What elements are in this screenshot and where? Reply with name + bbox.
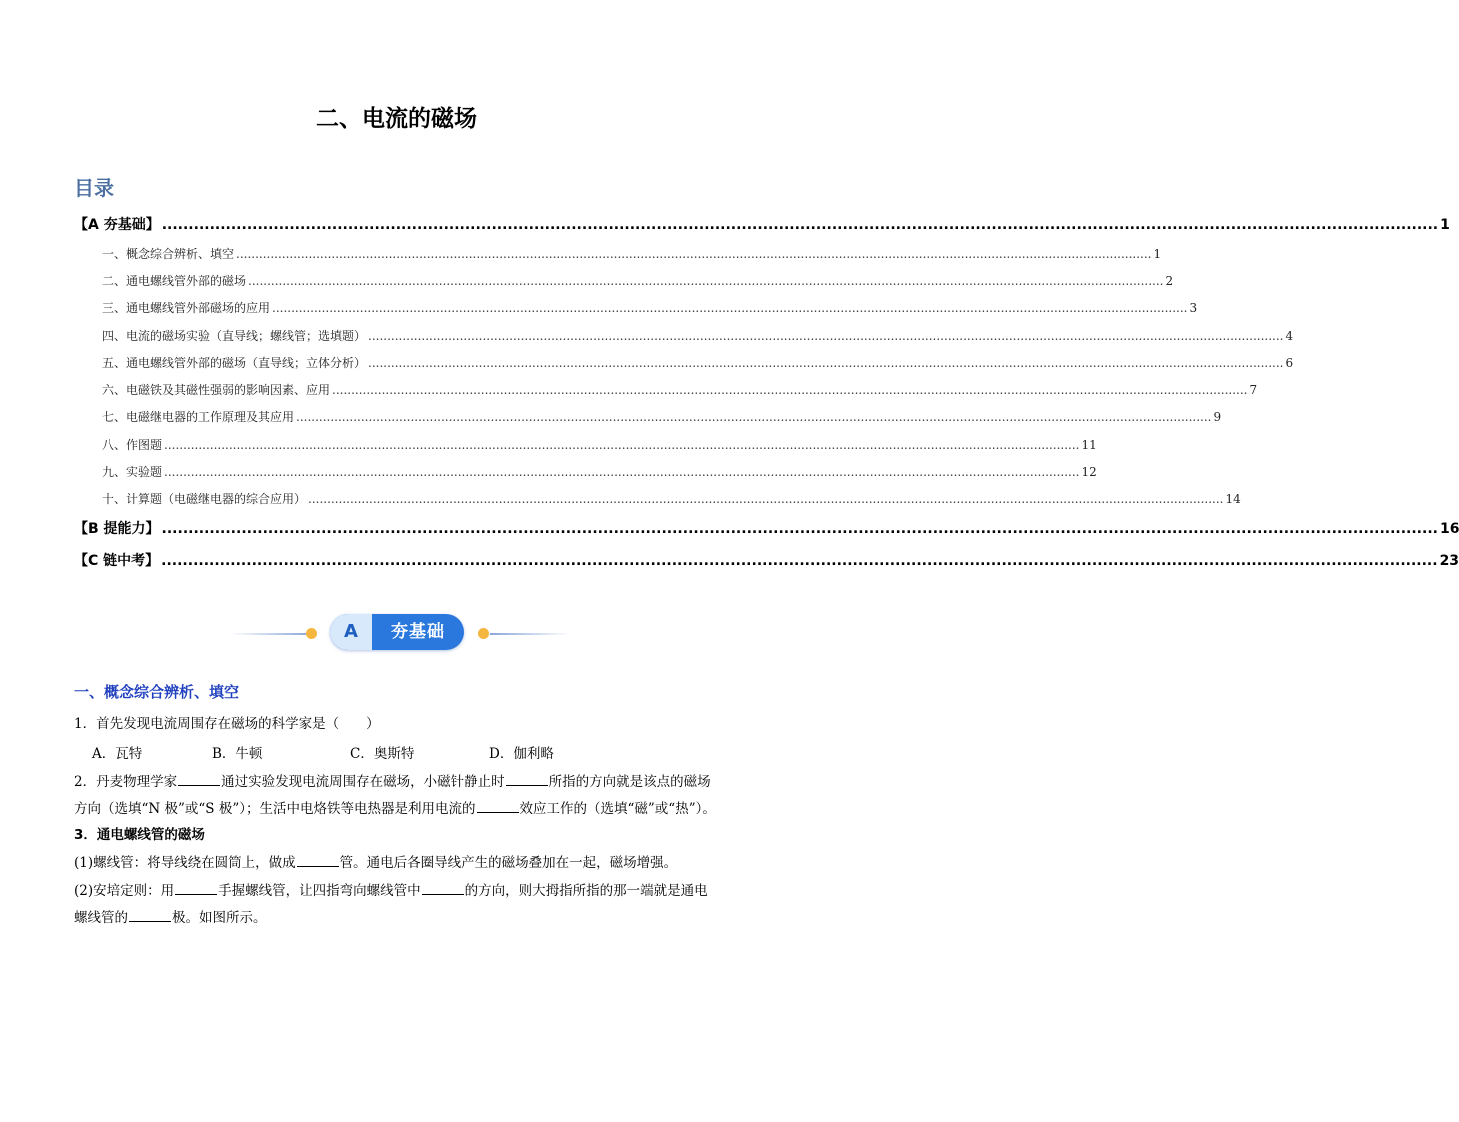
section-heading: 一、概念综合辨析、填空 — [74, 683, 240, 701]
toc-page: 2 — [1165, 274, 1174, 288]
q3-text: 管。通电后各圈导线产生的磁场叠加在一起，磁场增强。 — [339, 855, 678, 871]
toc-label: 三、通电螺线管外部磁场的应用 — [102, 301, 271, 315]
question-2-line-1 — [74, 771, 724, 792]
q3-text: 的方向，则大拇指所指的那一端就是通电 — [464, 883, 708, 899]
answer-blank[interactable] — [175, 880, 217, 895]
question-1-option-b: B．牛顿 — [212, 746, 263, 762]
toc-leader: ................................................................................................................................................................................................................................................ — [368, 329, 1284, 343]
q3-text: (1)螺线管：将导线绕在圆筒上，做成 — [74, 855, 296, 871]
banner-letter: A — [330, 614, 372, 650]
q2-text: 所指的方向就是该点的磁场 — [548, 774, 711, 790]
q2-text: 方向（选填“N 极”或“S 极”）；生活中电烙铁等电热器是利用电流的 — [74, 801, 476, 817]
toc-entry[interactable] — [102, 490, 1241, 510]
question-3-heading: 3．通电螺线管的磁场 — [74, 827, 205, 843]
toc-page: 23 — [1439, 553, 1459, 569]
toc-entry[interactable] — [102, 327, 1294, 347]
banner-pill — [330, 614, 464, 650]
toc-leader: ................................................................................................................................................................................................................................................ — [161, 553, 1438, 569]
toc-page: 1 — [1153, 247, 1162, 261]
toc-leader: ................................................................................................................................................................................................................................................ — [236, 247, 1152, 261]
question-1-stem: 1．首先发现电流周围存在磁场的科学家是（ ） — [74, 716, 380, 732]
toc-label: 六、电磁铁及其磁性强弱的影响因素、应用 — [102, 383, 331, 397]
banner-line-right — [490, 633, 570, 635]
toc-entry[interactable] — [102, 299, 1198, 319]
toc-leader: ................................................................................................................................................................................................................................................ — [248, 274, 1164, 288]
q2-text: 效应工作的（选填“磁”或“热”）。 — [519, 801, 716, 817]
toc-page: 7 — [1249, 383, 1258, 397]
toc-label: 四、电流的磁场实验（直导线；螺线管；选填题） — [102, 329, 367, 343]
q3-text: 螺线管的 — [74, 910, 128, 926]
toc-entry[interactable] — [102, 381, 1258, 401]
question-3-line-1 — [74, 852, 724, 873]
answer-blank[interactable] — [506, 771, 548, 786]
toc-label: 八、作图题 — [102, 438, 163, 452]
banner-dot-icon — [478, 628, 489, 639]
toc-entry[interactable] — [102, 272, 1174, 292]
toc-label: 【C 链中考】 — [74, 553, 160, 569]
q3-text: 极。如图所示。 — [172, 910, 267, 926]
toc-heading: 目录 — [74, 176, 114, 200]
toc-page: 6 — [1285, 356, 1294, 370]
toc-page: 11 — [1081, 438, 1097, 452]
toc-page: 9 — [1213, 410, 1222, 424]
banner-dot-icon — [306, 628, 317, 639]
toc-label: 一、概念综合辨析、填空 — [102, 247, 235, 261]
answer-blank[interactable] — [297, 852, 339, 867]
toc-page: 14 — [1225, 492, 1241, 506]
toc-page: 16 — [1439, 521, 1459, 537]
toc-label: 【B 提能力】 — [74, 521, 160, 537]
toc-label: 二、通电螺线管外部的磁场 — [102, 274, 247, 288]
toc-page: 3 — [1189, 301, 1198, 315]
question-1-option-a: A．瓦特 — [92, 746, 143, 762]
toc-entry-c[interactable] — [74, 550, 1459, 570]
q3-text: (2)安培定则：用 — [74, 883, 175, 899]
toc-entry[interactable] — [102, 354, 1294, 374]
toc-leader: ................................................................................................................................................................................................................................................ — [164, 465, 1080, 479]
toc-leader: ................................................................................................................................................................................................................................................ — [272, 301, 1188, 315]
toc-leader: ................................................................................................................................................................................................................................................ — [332, 383, 1248, 397]
toc-entry-b[interactable] — [74, 518, 1459, 538]
q3-text: 手握螺线管，让四指弯向螺线管中 — [218, 883, 421, 899]
toc-page: 4 — [1285, 329, 1294, 343]
answer-blank[interactable] — [178, 771, 220, 786]
toc-entry[interactable] — [102, 408, 1222, 428]
question-3-line-2 — [74, 880, 724, 901]
answer-blank[interactable] — [477, 798, 519, 813]
question-1-option-d: D．伽利略 — [489, 746, 554, 762]
q2-text: 2．丹麦物理学家 — [74, 774, 178, 790]
question-2-line-2 — [74, 798, 724, 819]
toc-page: 12 — [1081, 465, 1097, 479]
toc-leader: ................................................................................................................................................................................................................................................ — [161, 521, 1438, 537]
toc-leader: ................................................................................................................................................................................................................................................ — [368, 356, 1284, 370]
question-1-option-c: C．奥斯特 — [350, 746, 415, 762]
toc-leader: ................................................................................................................................................................................................................................................ — [164, 438, 1080, 452]
toc-label: 五、通电螺线管外部的磁场（直导线；立体分析） — [102, 356, 367, 370]
toc-page: 1 — [1440, 217, 1450, 233]
q2-text: 通过实验发现电流周围存在磁场，小磁针静止时 — [221, 774, 505, 790]
answer-blank[interactable] — [129, 907, 171, 922]
toc-entry[interactable] — [102, 245, 1162, 265]
toc-label: 十、计算题（电磁继电器的综合应用） — [102, 492, 307, 506]
toc-leader: ................................................................................................................................................................................................................................................ — [296, 410, 1212, 424]
toc-label: 【A 夯基础】 — [74, 217, 160, 233]
answer-blank[interactable] — [422, 880, 464, 895]
toc-label: 九、实验题 — [102, 465, 163, 479]
toc-leader: ................................................................................................................................................................................................................................................ — [308, 492, 1224, 506]
banner-label: 夯基础 — [391, 622, 445, 642]
toc-entry[interactable] — [102, 463, 1097, 483]
toc-entry-a[interactable] — [74, 214, 1450, 234]
toc-leader: ................................................................................................................................................................................................................................................ — [161, 217, 1439, 233]
question-3-line-3 — [74, 907, 724, 928]
page-title: 二、电流的磁场 — [316, 106, 477, 132]
banner-line-left — [230, 633, 310, 635]
section-banner — [230, 610, 570, 656]
toc-entry[interactable] — [102, 436, 1097, 456]
toc-label: 七、电磁继电器的工作原理及其应用 — [102, 410, 295, 424]
